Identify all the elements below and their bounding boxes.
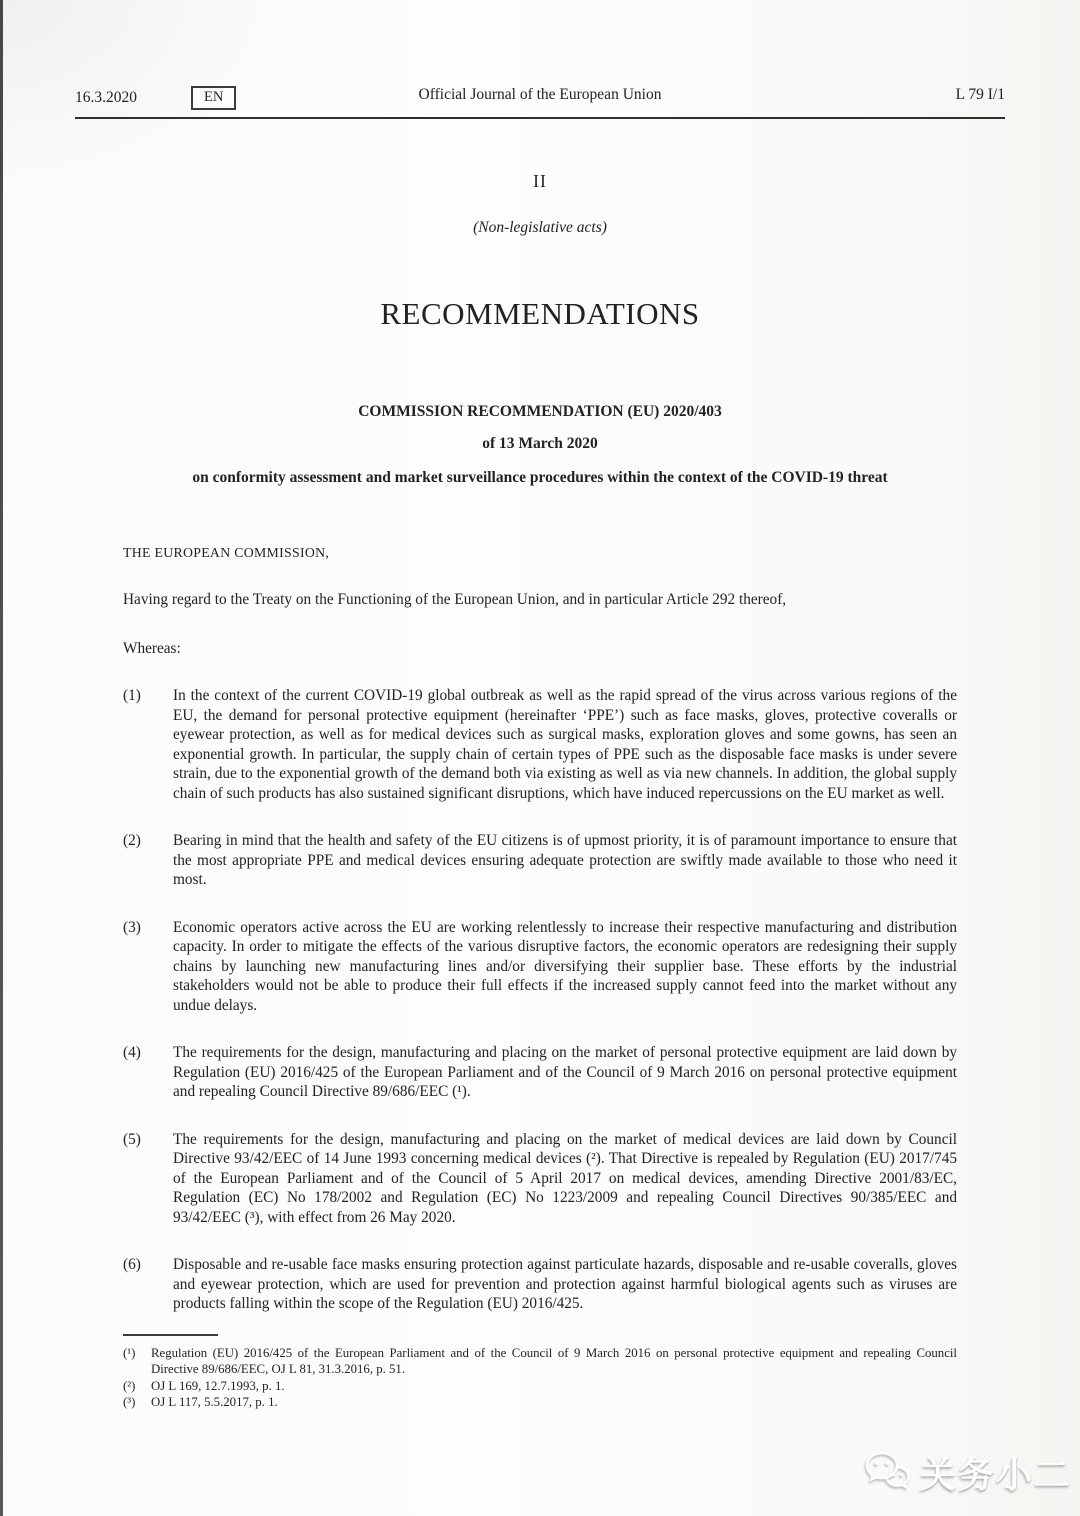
- header-page-ref: L 79 I/1: [955, 86, 1005, 103]
- language-badge: EN: [191, 86, 236, 110]
- recital-text: The requirements for the design, manufacturing and placing on the market of medical devices are laid down by Council Directive 93/42/EEC of 14 June 1993 concerning medical devices (²). That Directive is repealed by Regulation (EU) 2017/745 of the European Parliament and of the Council of 5 April 2017 on medical devices, amending Directive 2001/83/EC, Regulation (EC) No 178/2002 and Regulation (EC) No 1223/2009 and repealing Council Directives 90/385/EEC and 93/42/EEC (³), with effect from 26 May 2020.: [173, 1130, 957, 1226]
- footnote-1: [123, 1345, 957, 1378]
- recital-5: [123, 1130, 957, 1228]
- footnote-divider: [123, 1334, 218, 1336]
- recital-number: (2): [123, 832, 141, 849]
- page-header: [75, 0, 1005, 108]
- recital-text: Disposable and re-usable face masks ensuring protection against particulate hazards, disposable and re-usable coveralls, gloves and eyewear protection, which are used for prevention and protection against harmful biological agents such as viruses are products falling within the scope of the Regulation (EU) 2016/425.: [173, 1256, 957, 1312]
- recital-text: The requirements for the design, manufacturing and placing on the market of personal protective equipment are laid down by Regulation (EU) 2016/425 of the European Parliament and of the Council of 9 March 2016 on personal protective equipment and repealing Council Directive 89/686/EEC (¹).: [173, 1044, 957, 1100]
- header-rule: [75, 117, 1005, 119]
- recital-1: [123, 686, 957, 803]
- recital-number: (1): [123, 687, 141, 704]
- wechat-icon: [864, 1450, 910, 1495]
- act-date-line: of 13 March 2020: [482, 435, 598, 452]
- recital-text: In the context of the current COVID-19 global outbreak as well as the rapid spread of the virus across various regions of the EU, the demand for personal protective equipment (hereinafter ‘PPE’) such as face masks, gloves, protective coveralls or eyewear protection, as well as for medical devices such as surgical masks, exploration gloves and some gowns, has seen an exponential growth. In particular, the supply chain of certain types of PPE such as the disposable face masks is under severe strain, due to the exponential growth of the demand both via existing as well as via new channels. In addition, the global supply chain of such products has also sustained significant disruptions, which have induced repercussions on the EU market as well.: [173, 687, 957, 802]
- section-numeral: II: [533, 171, 547, 191]
- footnotes: [123, 1334, 957, 1411]
- preamble-commission: THE EUROPEAN COMMISSION,: [123, 545, 330, 560]
- header-date: 16.3.2020: [75, 89, 137, 106]
- recital-4: [123, 1043, 957, 1102]
- recital-6: [123, 1255, 957, 1314]
- section-heading: RECOMMENDATIONS: [380, 296, 700, 331]
- act-title: COMMISSION RECOMMENDATION (EU) 2020/403: [358, 403, 722, 420]
- recital-number: (5): [123, 1130, 141, 1148]
- preamble-having-regard: Having regard to the Treaty on the Functioning of the European Union, and in particular Article 292 thereof,: [123, 591, 787, 608]
- recital-number: (6): [123, 1256, 141, 1273]
- journal-title: Official Journal of the European Union: [418, 86, 662, 103]
- footnote-number: (²): [123, 1378, 136, 1393]
- recital-2: [123, 831, 957, 890]
- section-kind: (Non-legislative acts): [473, 219, 607, 236]
- recital-number: (4): [123, 1044, 141, 1061]
- scan-edge-shadow: [0, 0, 3, 1516]
- watermark: [864, 1447, 1072, 1498]
- recital-text: Bearing in mind that the health and safety of the EU citizens is of upmost priority, it is of paramount importance to ensure that the most appropriate PPE and medical devices ensuring adequate protection are swiftly made available to those who need it most.: [173, 832, 957, 888]
- footnote-2: [123, 1378, 957, 1395]
- recital-text: Economic operators active across the EU are working relentlessly to increase their respective manufacturing and distribution capacity. In order to mitigate the effects of the various disruptive factors, the economic operators are redesigning their supply chains by launching new manufacturing lines and/or diversifying their supplier base. These efforts by the industrial stakeholders would not be able to produce their full effects if the increased supply cannot feed into the market without any undue delays.: [173, 918, 957, 1014]
- preamble-whereas: Whereas:: [123, 639, 181, 657]
- footnote-text: OJ L 117, 5.5.2017, p. 1.: [151, 1395, 278, 1409]
- footnote-number: (³): [123, 1395, 136, 1409]
- recital-3: [123, 918, 957, 1016]
- document-body: [123, 545, 957, 1314]
- footnote-text: OJ L 169, 12.7.1993, p. 1.: [151, 1378, 285, 1393]
- act-subject-line: on conformity assessment and market surveillance procedures within the context of the COVID-19 threat: [192, 469, 888, 486]
- recital-number: (3): [123, 918, 141, 936]
- watermark-text: 关务小二: [919, 1455, 1072, 1496]
- footnote-3: [123, 1394, 957, 1411]
- footnote-text: Regulation (EU) 2016/425 of the European Parliament and of the Council of 9 March 2016 on personal protective equipment and repealing Council Directive 89/686/EEC, OJ L 81, 31.3.2016, p. 51.: [151, 1345, 957, 1376]
- footnote-number: (¹): [123, 1345, 136, 1360]
